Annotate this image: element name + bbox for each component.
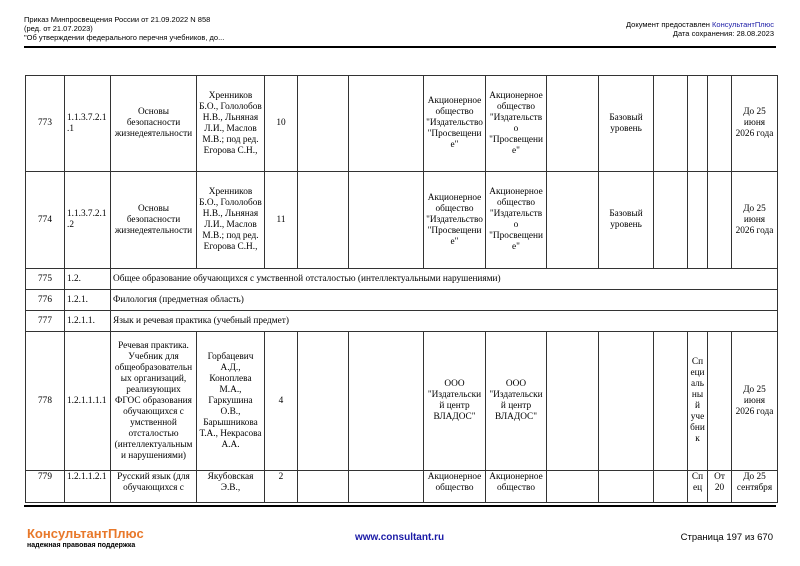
table-row	[26, 172, 778, 269]
footer-tagline: надежная правовая поддержка	[27, 542, 136, 549]
table-cell: Речевая практика. Учебник для общеобразовательных организаций, реализующих ФГОС образования обучающихся с умственной отсталостью (интеллектуальными нарушениями)	[111, 332, 197, 471]
table-cell	[349, 172, 424, 269]
code-cell: 1.1.3.7.2.1.1	[65, 76, 111, 172]
table-cell: До 25 сентября	[732, 471, 778, 503]
row-number-cell: 779	[26, 471, 65, 503]
table-cell	[654, 76, 688, 172]
table-row	[26, 471, 778, 503]
table-cell: Основы безопасности жизнедеятельности	[111, 76, 197, 172]
brand-link[interactable]: КонсультантПлюс	[712, 20, 774, 29]
row-number-cell: 777	[26, 311, 65, 332]
table-cell	[654, 471, 688, 503]
table-cell: Базовый уровень	[599, 76, 654, 172]
table-cell	[349, 471, 424, 503]
table-cell: До 25 июня 2026 года	[732, 76, 778, 172]
table-cell	[599, 332, 654, 471]
code-cell: 1.2.	[65, 269, 111, 290]
table-cell: Акционерное общество	[486, 471, 547, 503]
code-cell: 1.2.1.1.2.1	[65, 471, 111, 503]
table-cell: Якубовская Э.В.,	[197, 471, 265, 503]
table-cell: Базовый уровень	[599, 172, 654, 269]
table-cell: Горбацевич А.Д., Коноплева М.А., Гаркушина О.В., Барышникова Т.А., Некрасова А.А.	[197, 332, 265, 471]
table-cell: ООО "Издательский центр ВЛАДОС"	[424, 332, 486, 471]
order-title: Приказ Минпросвещения России от 21.09.2022 N 858	[24, 15, 211, 24]
saved-date: Дата сохранения: 28.08.2023	[672, 29, 774, 38]
revision-date: (ред. от 21.07.2023)	[24, 24, 93, 33]
table-cell	[547, 471, 599, 503]
row-number-cell: 773	[26, 76, 65, 172]
footer-divider	[24, 505, 776, 507]
table-cell: 2	[265, 471, 298, 503]
table-row	[26, 311, 778, 332]
code-cell: 1.2.1.1.1.1	[65, 332, 111, 471]
table-cell: Хренников Б.О., Гололобов Н.В., Льняная Л.И., Маслов М.В.; под ред. Егорова С.Н.,	[197, 76, 265, 172]
table-cell: 10	[265, 76, 298, 172]
table-cell: Акционерное общество "Издательство "Просвещение"	[424, 172, 486, 269]
table-cell: Язык и речевая практика (учебный предмет)	[111, 311, 778, 332]
table-cell: 11	[265, 172, 298, 269]
table-cell: Акционерное общество "Издательство "Просвещение"	[486, 172, 547, 269]
footer-brand: КонсультантПлюс	[27, 526, 144, 541]
table-row	[26, 332, 778, 471]
footer-logo	[27, 526, 144, 549]
order-subject: "Об утверждении федерального перечня учебников, до...	[24, 33, 225, 42]
code-cell: 1.2.1.1.	[65, 311, 111, 332]
table-cell	[349, 332, 424, 471]
table-cell	[349, 76, 424, 172]
table-cell	[298, 172, 349, 269]
table-cell	[298, 332, 349, 471]
table-cell: ООО "Издательский центр ВЛАДОС"	[486, 332, 547, 471]
table-cell: Акционерное общество	[424, 471, 486, 503]
table-cell	[688, 172, 708, 269]
textbook-table	[25, 75, 778, 503]
table-cell	[547, 332, 599, 471]
table-cell	[298, 76, 349, 172]
header-divider	[24, 46, 776, 48]
table-cell: Общее образование обучающихся с умственной отсталостью (интеллектуальными нарушениями)	[111, 269, 778, 290]
table-row	[26, 269, 778, 290]
table-cell	[708, 332, 732, 471]
table-cell	[708, 76, 732, 172]
table-cell: Акционерное общество "Издательство "Просвещение"	[486, 76, 547, 172]
table-cell: До 25 июня 2026 года	[732, 172, 778, 269]
row-number-cell: 774	[26, 172, 65, 269]
table-cell: Филология (предметная область)	[111, 290, 778, 311]
row-number-cell: 778	[26, 332, 65, 471]
table-cell	[688, 76, 708, 172]
table-cell: Русский язык (для обучающихся с	[111, 471, 197, 503]
row-number-cell: 776	[26, 290, 65, 311]
table-cell: Хренников Б.О., Гололобов Н.В., Льняная Л.И., Маслов М.В.; под ред. Егорова С.Н.,	[197, 172, 265, 269]
document-reference	[24, 15, 224, 42]
table-cell: До 25 июня 2026 года	[732, 332, 778, 471]
provided-by-label: Документ предоставлен	[626, 20, 710, 29]
table-cell	[298, 471, 349, 503]
code-cell: 1.2.1.	[65, 290, 111, 311]
table-row	[26, 290, 778, 311]
table-cell: 4	[265, 332, 298, 471]
table-cell	[708, 172, 732, 269]
provider-info	[626, 20, 774, 38]
table-cell: Спец	[688, 471, 708, 503]
table-cell: Основы безопасности жизнедеятельности	[111, 172, 197, 269]
row-number-cell: 775	[26, 269, 65, 290]
table-cell	[654, 332, 688, 471]
table-cell	[654, 172, 688, 269]
table-row	[26, 76, 778, 172]
page-number: Страница 197 из 670	[680, 532, 773, 543]
code-cell: 1.1.3.7.2.1.2	[65, 172, 111, 269]
table-cell	[547, 172, 599, 269]
table-cell: Специальный учебник	[688, 332, 708, 471]
table-cell	[547, 76, 599, 172]
table-cell: Акционерное общество "Издательство "Просвещение"	[424, 76, 486, 172]
website-link[interactable]: www.consultant.ru	[355, 532, 445, 543]
table-cell	[599, 471, 654, 503]
table-cell: От 20	[708, 471, 732, 503]
